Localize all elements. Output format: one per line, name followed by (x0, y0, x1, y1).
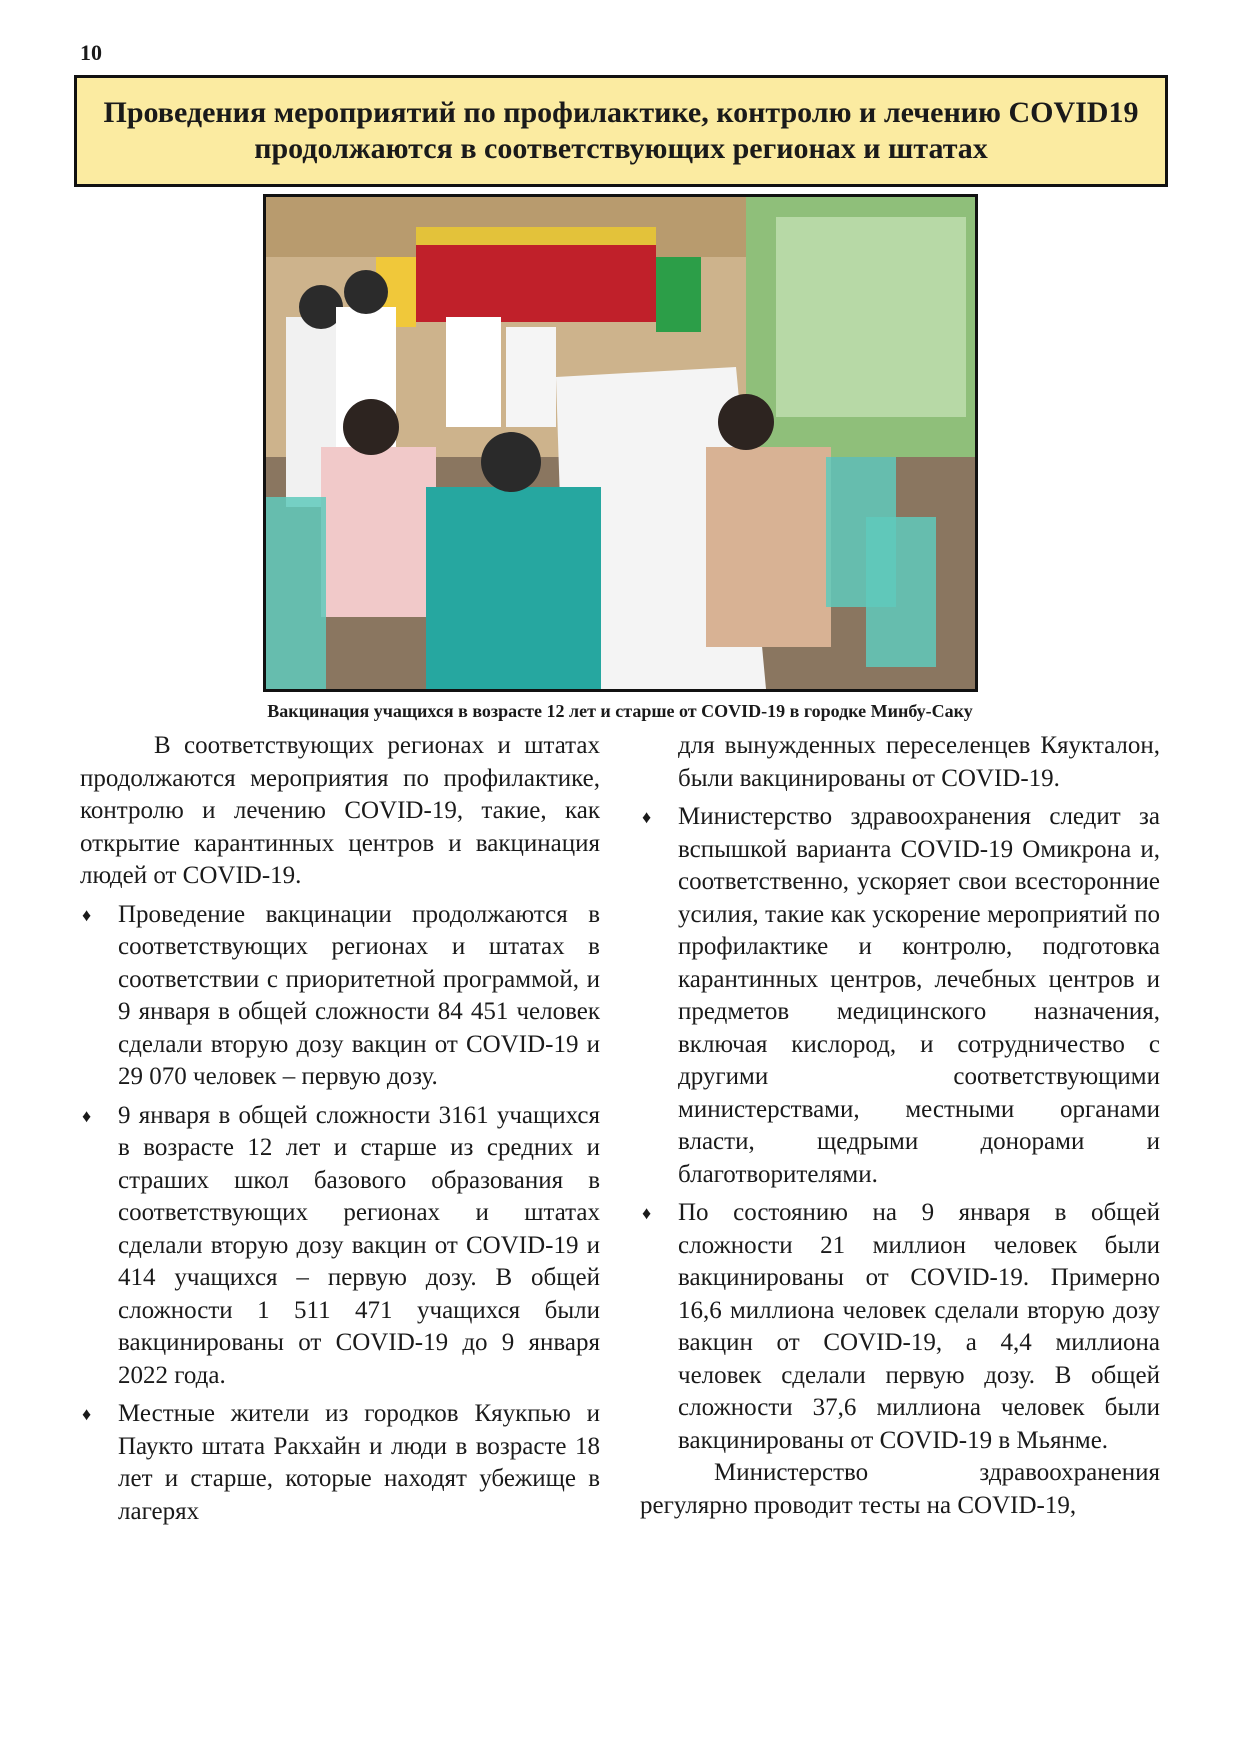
diamond-bullet-icon: ♦ (642, 807, 652, 827)
vaccination-photo (263, 194, 978, 692)
list-item-continuation (640, 730, 1160, 795)
article-column-left (80, 730, 600, 1528)
diamond-bullet-icon: ♦ (82, 1105, 92, 1126)
list-item-text: для вынужденных переселенцев Кяукталон, были вакцинированы от COVID-19. (678, 732, 1160, 792)
page-number: 10 (80, 40, 102, 65)
article-intro: В соответствующих регионах и штатах продолжаются мероприятия по профилактике, контролю и лечению COVID-19, такие, как открытие карантинных центров и вакцинация людей от COVID-19. (80, 732, 600, 889)
photo-caption: Вакцинация учащихся в возрасте 12 лет и старше от COVID-19 в городке Минбу-Саку (267, 701, 973, 721)
list-item (80, 899, 600, 1094)
vaccination-photo-illustration (266, 197, 975, 689)
headline-box (74, 75, 1168, 187)
list-item-text: Министерство здравоохранения следит за вспышкой варианта COVID-19 Омикрона и, соответственно, ускоряет свои всесторонние усилия, такие как ускорение мероприятий по профилактике и контролю, подготовка карантинных центров, лечебных центров и предметов медицинского назначения, включая кислород, и сотрудничество с другими соответствующими министерствами, местными органами власти, щедрыми донорами и благотворителями. (678, 803, 1160, 1188)
list-item (80, 1398, 600, 1528)
list-item-text: По состоянию на 9 января в общей сложности 21 миллион человек были вакцинированы от COVID-19. Примерно 16,6 миллиона человек сделали вторую дозу вакцин от COVID-19, а 4,4 миллиона человек сделали первую дозу. В общей сложности 37,6 миллиона человек были вакцинированы от COVID-19 в Мьянме. (678, 1199, 1160, 1454)
list-item-text: Проведение вакцинации продолжаются в соответствующих регионах и штатах в соответствии с приоритетной программой, и 9 января в общей сложности 84 451 человек сделали вторую дозу вакцин от COVID-19 и 29 070 человек – первую дозу. (118, 900, 600, 1090)
list-item-text: Местные жители из городков Кяукпью и Паукто штата Ракхайн и люди в возрасте 18 лет и старше, которые находят убежище в лагерях (118, 1400, 600, 1525)
list-item (640, 801, 1160, 1191)
page-title: Проведения мероприятий по профилактике, контролю и лечению COVID19 продолжаются в соответствующих регионах и штатах (103, 96, 1139, 165)
diamond-bullet-icon: ♦ (82, 904, 92, 925)
article-column-right (640, 730, 1160, 1522)
list-item (640, 1197, 1160, 1457)
list-item (80, 1100, 600, 1393)
bullet-list-left (80, 899, 600, 1529)
article-closing: Министерство здравоохранения регулярно проводит тесты на COVID-19, (640, 1459, 1160, 1519)
diamond-bullet-icon: ♦ (82, 1404, 92, 1424)
bullet-list-right (640, 730, 1160, 1457)
diamond-bullet-icon: ♦ (642, 1203, 652, 1223)
list-item-text: 9 января в общей сложности 3161 учащихся в возрасте 12 лет и старше из средних и страших школ базового образования в соответствующих регионах и штатах сделали вторую дозу вакцин от COVID-19 и 414 учащихся – первую дозу. В общей сложности 1 511 471 учащихся были вакцинированы от COVID-19 до 9 января 2022 года. (118, 1101, 600, 1389)
